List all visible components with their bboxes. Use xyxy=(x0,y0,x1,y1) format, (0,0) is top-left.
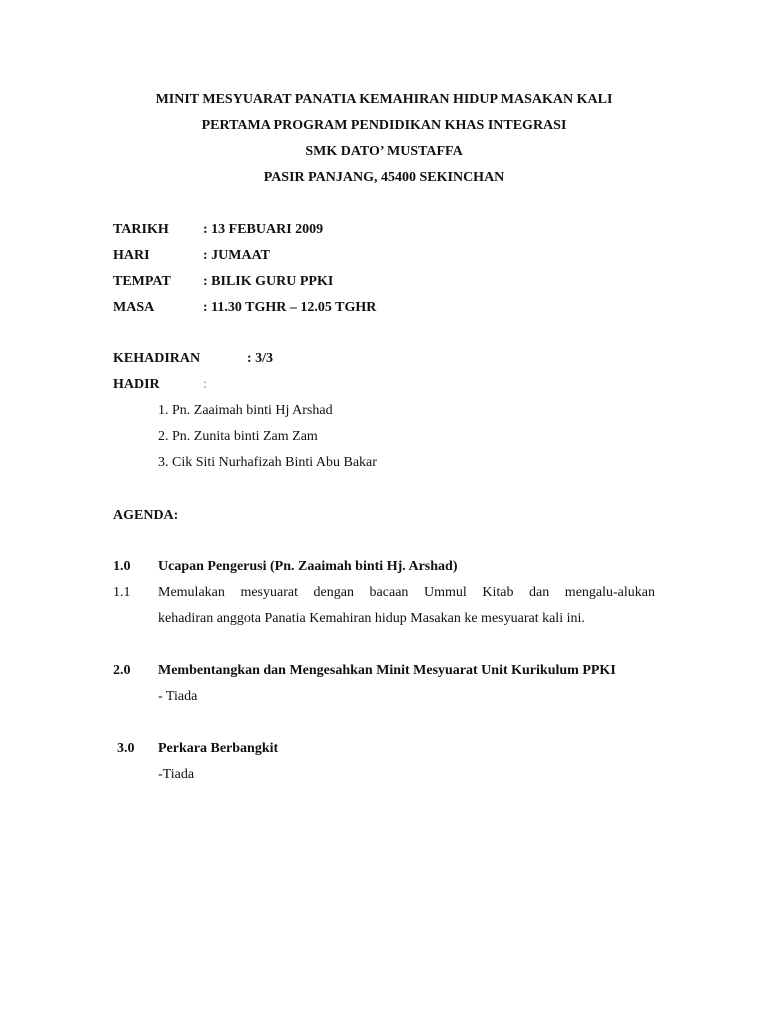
info-row-hari xyxy=(113,247,270,265)
title-line-2: PERTAMA PROGRAM PENDIDIKAN KHAS INTEGRASI xyxy=(201,118,567,133)
info-label: TEMPAT xyxy=(113,274,171,289)
info-value: : 13 FEBUARI 2009 xyxy=(203,222,324,237)
section-2-number: 2.0 xyxy=(113,663,131,678)
info-value: : 11.30 TGHR – 12.05 TGHR xyxy=(203,300,377,315)
section-1-1-number: 1.1 xyxy=(113,585,131,600)
info-value: : BILIK GURU PPKI xyxy=(203,274,334,289)
section-2-note: - Tiada xyxy=(158,689,198,704)
paragraph-line-1: Memulakan mesyuarat dengan bacaan Ummul Kitab dan mengalu-alukan xyxy=(158,585,655,600)
section-1-1-paragraph xyxy=(158,580,655,632)
title-line-1: MINIT MESYUARAT PANATIA KEMAHIRAN HIDUP MASAKAN KALI xyxy=(155,92,613,107)
section-1-number: 1.0 xyxy=(113,559,131,574)
info-value: : JUMAAT xyxy=(203,248,271,263)
info-label: HARI xyxy=(113,248,150,263)
section-3-number: 3.0 xyxy=(117,741,135,756)
attendee-1: 1. Pn. Zaaimah binti Hj Arshad xyxy=(158,403,333,418)
attendee-2: 2. Pn. Zunita binti Zam Zam xyxy=(158,429,318,444)
present-label: HADIR xyxy=(113,377,160,392)
info-row-tarikh xyxy=(113,221,323,239)
info-row-tempat xyxy=(113,273,333,291)
section-1-title: Ucapan Pengerusi (Pn. Zaaimah binti Hj. Arshad) xyxy=(158,559,458,574)
info-row-masa xyxy=(113,299,376,317)
attendance-value: : 3/3 xyxy=(247,351,274,366)
present-row xyxy=(113,376,207,394)
info-label: TARIKH xyxy=(113,222,169,237)
info-label: MASA xyxy=(113,300,155,315)
present-colon: : xyxy=(203,377,207,392)
title-line-3: SMK DATO’ MUSTAFFA xyxy=(305,144,463,159)
paragraph-line-2: kehadiran anggota Panatia Kemahiran hidup Masakan ke mesyuarat kali ini. xyxy=(158,611,585,626)
title-line-4: PASIR PANJANG, 45400 SEKINCHAN xyxy=(263,170,505,185)
section-3-note: -Tiada xyxy=(158,767,195,782)
section-2-title: Membentangkan dan Mengesahkan Minit Mesyuarat Unit Kurikulum PPKI xyxy=(158,663,616,678)
attendee-3: 3. Cik Siti Nurhafizah Binti Abu Bakar xyxy=(158,455,377,470)
section-3-title: Perkara Berbangkit xyxy=(158,741,279,756)
attendance-row xyxy=(113,350,273,368)
attendance-label: KEHADIRAN xyxy=(113,351,201,366)
agenda-heading: AGENDA: xyxy=(113,508,179,523)
